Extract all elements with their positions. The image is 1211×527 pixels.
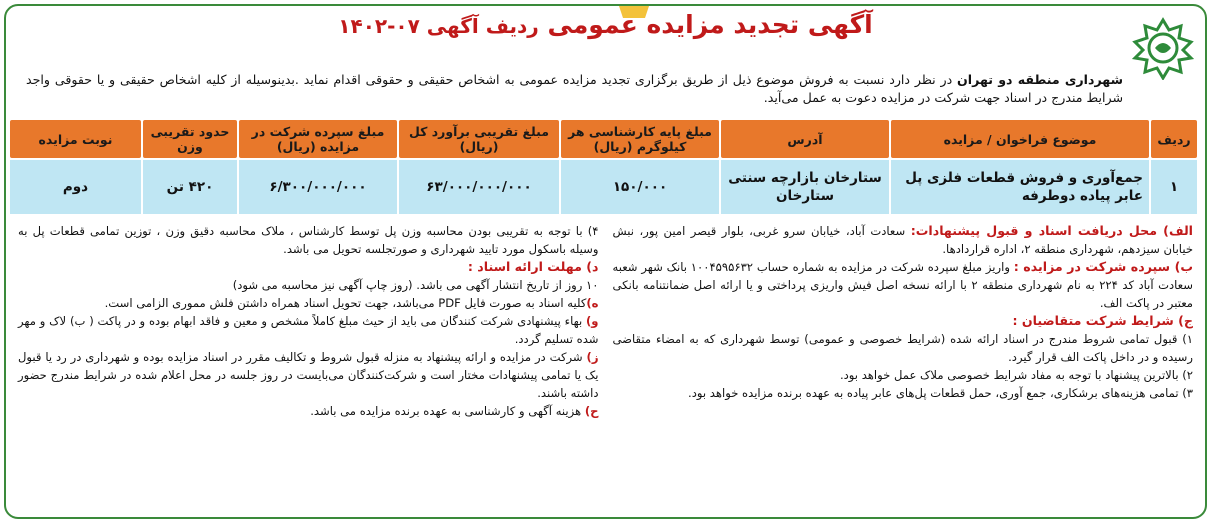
table-row — [10, 160, 1197, 214]
section-g — [18, 348, 599, 402]
cell-deposit: ۶/۳۰۰/۰۰۰/۰۰۰ — [239, 160, 397, 214]
section-g-heading: ز) — [586, 350, 599, 364]
section-f — [18, 312, 599, 348]
cell-weight: ۴۲۰ تن — [143, 160, 237, 214]
section-b — [613, 258, 1194, 312]
section-a-text: سعادت آباد، خیابان سرو غربی، بلوار قیصر امین پور، نبش خیابان سیزدهم، شهرداری منطقه ۲، اداره قراردادها. — [612, 224, 1193, 256]
cell-row-number: ۱ — [1151, 160, 1197, 214]
cell-total-estimate: ۶۳/۰۰۰/۰۰۰/۰۰۰ — [399, 160, 559, 214]
section-f-heading: و) — [585, 314, 599, 328]
advertisement-frame — [4, 4, 1207, 519]
col-header-total-estimate: مبلغ تقریبی برآورد کل (ریال) — [399, 120, 559, 158]
section-g-text: شرکت در مزایده و ارائه پیشنهاد به منزله قبول شروط و تکالیف مقرر در اسناد مزایده بوده و شهرداری در رد یا قبول یک یا تمامی پیشنهادات مختار است و شرکت‌کنندگان می‌بایست در روز جلسه در محل اعلام شده در شرایط مندرج حضور داشته باشند. — [18, 350, 599, 400]
col-header-base-price: مبلغ پایه کارشناسی هر کیلوگرم (ریال) — [561, 120, 719, 158]
section-h — [18, 402, 599, 420]
conditions-right-column — [613, 222, 1194, 514]
section-c-heading: ج) شرایط شرکت متقاضیان : — [1012, 313, 1193, 328]
section-h-heading: ح) — [584, 404, 599, 418]
cell-subject: جمع‌آوری و فروش قطعات فلزی پل عابر پیاده دوطرفه — [891, 160, 1149, 214]
section-e-heading: ه) — [586, 296, 599, 310]
table-header-row — [10, 120, 1197, 158]
col-header-round: نوبت مزایده — [10, 120, 141, 158]
title-highlight: عمومی — [547, 10, 638, 39]
page-title — [6, 10, 1205, 39]
section-f-text: بهاء پیشنهادی شرکت کنندگان می باید از حیث مبلغ کاملاً مشخص و معین و فاقد ابهام بوده و در پاکت ( ب) لاک و مهر شده تسلیم گردد. — [18, 314, 599, 346]
col-header-address: آدرس — [721, 120, 889, 158]
conditions-section — [18, 222, 1193, 514]
intro-text: در نظر دارد نسبت به فروش موضوع ذیل از طریق برگزاری تجدید مزایده عمومی به اشخاص حقیقی و حقوقی اقدام نماید .بدینوسیله از کلیه اشخاص حقیقی و یا حقوقی واجد شرایط مندرج در اسناد جهت شرکت در مزایده دعوت به عمل می‌آید. — [26, 71, 1123, 105]
condition-item-1: ۱) قبول تمامی شروط مندرج در اسناد ارائه شده (شرایط خصوصی و عمومی) توسط شهرداری که به امضاء متقاضی رسیده و در داخل پاکت الف قرار گیرد. — [612, 332, 1193, 364]
municipality-name: شهرداری منطقه دو تهران — [957, 71, 1123, 87]
condition-item-4: ۴) با توجه به تقریبی بودن محاسبه وزن پل توسط کارشناس ، ملاک محاسبه دقیق وزن ، توزین تمامی قطعات پل به وسیله باسکول مورد تایید شهرداری و صورتجلسه تحویل می باشد. — [18, 224, 599, 256]
section-a-heading: الف) محل دریافت اسناد و قبول پیشنهادات: — [910, 223, 1193, 238]
title-prefix: آگهی تجدید مزایده — [646, 10, 873, 39]
section-a — [613, 222, 1194, 258]
condition-item-3: ۳) تمامی هزینه‌های برشکاری، جمع آوری، حمل قطعات پل‌های عابر پیاده به عهده برنده مزایده خواهد بود. — [688, 386, 1193, 400]
col-header-weight: حدود تقریبی وزن — [143, 120, 237, 158]
cell-address: ستارخان بازارچه سنتی ستارخان — [721, 160, 889, 214]
section-d-heading: د) مهلت ارائه اسناد : — [467, 259, 599, 274]
col-header-subject: موضوع فراخوان / مزایده — [891, 120, 1149, 158]
cell-base-price: ۱۵۰/۰۰۰ — [561, 160, 719, 214]
section-h-text: هزینه آگهی و کارشناسی به عهده برنده مزایده می باشد. — [310, 404, 585, 418]
col-header-deposit: مبلغ سپرده شرکت در مزایده (ریال) — [239, 120, 397, 158]
intro-paragraph — [26, 71, 1123, 107]
col-header-row-number: ردیف — [1151, 120, 1197, 158]
section-b-text: واریز مبلغ سپرده شرکت در مزایده به شماره حساب ۱۰۰۴۵۹۵۶۳۲ بانک شهر شعبه سعادت آباد کد ۲۲۴ به نام شهرداری منطقه ۲ با ارائه نسخه اصل فیش واریزی پرداختی و یا ارائه اصل ضمانتنامه بانکی معتبر در پاکت الف. — [612, 260, 1193, 310]
conditions-left-column — [18, 222, 599, 514]
section-e-text: کلیه اسناد به صورت فایل PDF می‌باشد، جهت تحویل اسناد همراه داشتن فلش مموری الزامی است. — [104, 296, 587, 310]
section-b-heading: ب) سپرده شرکت در مزایده : — [1013, 259, 1193, 274]
cell-round: دوم — [10, 160, 141, 214]
title-ad-number: ردیف آگهی ۰۷-۱۴۰۲ — [338, 14, 539, 38]
auction-table — [8, 118, 1199, 216]
section-d-text: ۱۰ روز از تاریخ انتشار آگهی می باشد. (روز چاپ آگهی نیز محاسبه می شود) — [232, 278, 599, 292]
tehran-municipality-logo — [1131, 16, 1195, 80]
section-e — [18, 294, 599, 312]
condition-item-2: ۲) بالاترین پیشنهاد با توجه به مفاد شرایط خصوصی ملاک عمل خواهد بود. — [839, 368, 1193, 382]
